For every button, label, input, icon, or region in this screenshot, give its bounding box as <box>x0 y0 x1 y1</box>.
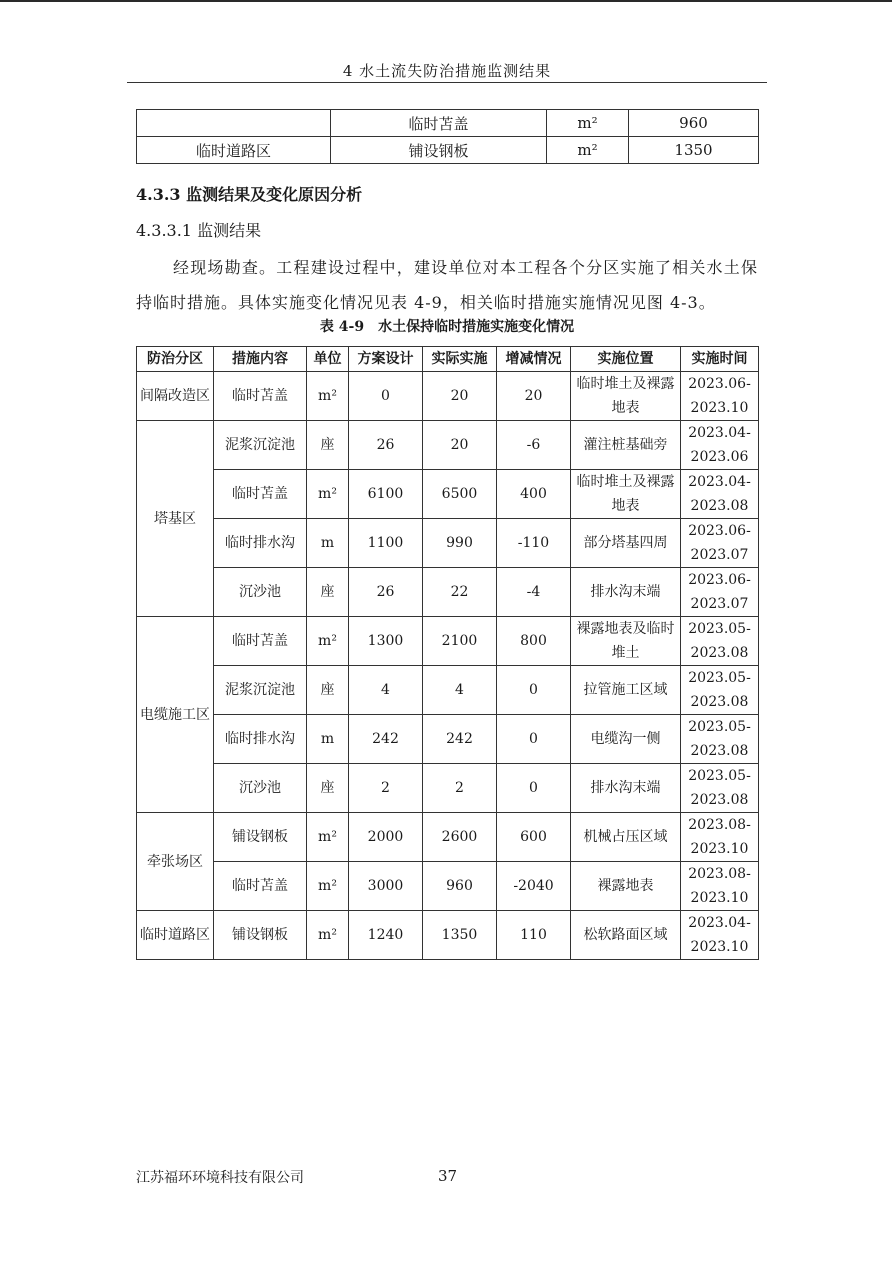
table-cell: 0 <box>497 666 571 715</box>
table-cell: 座 <box>307 568 349 617</box>
table-cell: 机械占压区域 <box>571 813 681 862</box>
table-cell: 裸露地表及临时堆土 <box>571 617 681 666</box>
measures-table <box>136 346 759 960</box>
table-cell: 1300 <box>349 617 423 666</box>
table-cell: 排水沟末端 <box>571 568 681 617</box>
table-cell: m <box>307 519 349 568</box>
table-row <box>137 862 759 911</box>
table-cell: 1350 <box>629 137 759 164</box>
table-cell: 临时排水沟 <box>214 519 307 568</box>
table-cell: 电缆沟一侧 <box>571 715 681 764</box>
table-cell: 泥浆沉淀池 <box>214 421 307 470</box>
table-row <box>137 911 759 960</box>
table-cell: 铺设钢板 <box>331 137 547 164</box>
table-cell: m² <box>307 911 349 960</box>
table-cell: 2100 <box>423 617 497 666</box>
table-cell: 20 <box>497 372 571 421</box>
table-row <box>137 813 759 862</box>
table-cell: 4 <box>349 666 423 715</box>
zone-cell: 电缆施工区 <box>137 617 214 813</box>
table-cell: m² <box>307 813 349 862</box>
table-cell: 0 <box>497 764 571 813</box>
table-cell: 拉管施工区域 <box>571 666 681 715</box>
page-number: 37 <box>438 1167 458 1185</box>
table-cell: 400 <box>497 470 571 519</box>
table-cell: 960 <box>629 110 759 137</box>
table-cell: 临时苫盖 <box>214 470 307 519</box>
table-cell: 临时苫盖 <box>214 862 307 911</box>
table-cell: 部分塔基四周 <box>571 519 681 568</box>
table-row <box>137 421 759 470</box>
table-cell: 裸露地表 <box>571 862 681 911</box>
table-cell: -110 <box>497 519 571 568</box>
table-cell: 2023.04-2023.10 <box>681 911 759 960</box>
continued-table-body <box>137 110 759 164</box>
table-cell: -6 <box>497 421 571 470</box>
column-header: 措施内容 <box>214 347 307 372</box>
table-cell: 临时排水沟 <box>214 715 307 764</box>
table-cell: -2040 <box>497 862 571 911</box>
table-cell: 990 <box>423 519 497 568</box>
table-cell: 2023.04-2023.08 <box>681 470 759 519</box>
table-cell: m <box>307 715 349 764</box>
subsection-heading: 4.3.3.1 监测结果 <box>136 221 262 240</box>
column-header: 方案设计 <box>349 347 423 372</box>
table-row <box>137 137 759 164</box>
table-cell: 110 <box>497 911 571 960</box>
zone-cell: 牵张场区 <box>137 813 214 911</box>
table-cell: 2600 <box>423 813 497 862</box>
column-header: 防治分区 <box>137 347 214 372</box>
table-cell: 座 <box>307 421 349 470</box>
table-cell: 2023.08-2023.10 <box>681 813 759 862</box>
section-heading: 4.3.3 监测结果及变化原因分析 <box>136 185 363 204</box>
table-row <box>137 568 759 617</box>
table-cell: 松软路面区域 <box>571 911 681 960</box>
table-cell: 2023.05-2023.08 <box>681 666 759 715</box>
table-cell: m² <box>547 137 629 164</box>
table-cell: 排水沟末端 <box>571 764 681 813</box>
table-cell: 临时苫盖 <box>331 110 547 137</box>
table-cell: 临时苫盖 <box>214 372 307 421</box>
table-cell: 临时堆土及裸露地表 <box>571 470 681 519</box>
table-cell <box>137 110 331 137</box>
table-cell: 铺设钢板 <box>214 813 307 862</box>
table-row <box>137 372 759 421</box>
table-caption: 表 4-9 水土保持临时措施实施变化情况 <box>319 319 575 335</box>
table-cell: 1240 <box>349 911 423 960</box>
table-cell: m² <box>307 470 349 519</box>
table-cell: 6100 <box>349 470 423 519</box>
running-header: 4 水土流失防治措施监测结果 <box>342 62 552 80</box>
zone-cell: 塔基区 <box>137 421 214 617</box>
header-rule <box>127 82 767 83</box>
table-row <box>137 764 759 813</box>
table-cell: 2023.05-2023.08 <box>681 617 759 666</box>
body-paragraph: 经现场勘查。工程建设过程中，建设单位对本工程各个分区实施了相关水土保持临时措施。具体实施变化情况见表 4-9，相关临时措施实施情况见图 4-3。 <box>136 258 758 312</box>
table-cell: 2023.05-2023.08 <box>681 715 759 764</box>
table-cell: 4 <box>423 666 497 715</box>
table-cell: 26 <box>349 568 423 617</box>
page-top-border <box>0 0 892 2</box>
table-cell: 960 <box>423 862 497 911</box>
table-row <box>137 519 759 568</box>
table-cell: 2023.08-2023.10 <box>681 862 759 911</box>
table-cell: 泥浆沉淀池 <box>214 666 307 715</box>
table-cell: 1350 <box>423 911 497 960</box>
table-cell: 2 <box>423 764 497 813</box>
table-cell: 2023.06-2023.10 <box>681 372 759 421</box>
table-cell: 242 <box>349 715 423 764</box>
table-cell: 600 <box>497 813 571 862</box>
table-cell: 800 <box>497 617 571 666</box>
table-cell: 1100 <box>349 519 423 568</box>
table-cell: 沉沙池 <box>214 568 307 617</box>
table-cell: 20 <box>423 372 497 421</box>
footer-company: 江苏福环环境科技有限公司 <box>136 1170 304 1186</box>
table-cell: 2023.06-2023.07 <box>681 568 759 617</box>
continued-table <box>136 109 759 164</box>
table-cell: 沉沙池 <box>214 764 307 813</box>
table-row <box>137 110 759 137</box>
column-header: 增减情况 <box>497 347 571 372</box>
table-cell: m² <box>307 372 349 421</box>
table-cell: 座 <box>307 764 349 813</box>
zone-cell: 间隔改造区 <box>137 372 214 421</box>
table-cell: -4 <box>497 568 571 617</box>
measures-table-body <box>137 372 759 960</box>
table-cell: 242 <box>423 715 497 764</box>
table-cell: 2 <box>349 764 423 813</box>
table-cell: 20 <box>423 421 497 470</box>
table-row <box>137 715 759 764</box>
table-row <box>137 617 759 666</box>
table-cell: 0 <box>497 715 571 764</box>
table-cell: 6500 <box>423 470 497 519</box>
table-cell: m² <box>547 110 629 137</box>
column-header: 单位 <box>307 347 349 372</box>
column-header: 实施时间 <box>681 347 759 372</box>
table-cell: 临时道路区 <box>137 137 331 164</box>
table-row <box>137 470 759 519</box>
zone-cell: 临时道路区 <box>137 911 214 960</box>
table-cell: 22 <box>423 568 497 617</box>
table-cell: 灌注桩基础旁 <box>571 421 681 470</box>
table-cell: m² <box>307 862 349 911</box>
table-cell: 0 <box>349 372 423 421</box>
table-cell: 26 <box>349 421 423 470</box>
table-cell: 临时苫盖 <box>214 617 307 666</box>
table-cell: 2023.04-2023.06 <box>681 421 759 470</box>
table-cell: 3000 <box>349 862 423 911</box>
column-header: 实际实施 <box>423 347 497 372</box>
table-cell: 2023.05-2023.08 <box>681 764 759 813</box>
table-cell: 2023.06-2023.07 <box>681 519 759 568</box>
table-row <box>137 666 759 715</box>
table-cell: m² <box>307 617 349 666</box>
table-cell: 临时堆土及裸露地表 <box>571 372 681 421</box>
table-cell: 座 <box>307 666 349 715</box>
column-header: 实施位置 <box>571 347 681 372</box>
table-cell: 铺设钢板 <box>214 911 307 960</box>
table-header-row <box>137 347 759 372</box>
table-cell: 2000 <box>349 813 423 862</box>
